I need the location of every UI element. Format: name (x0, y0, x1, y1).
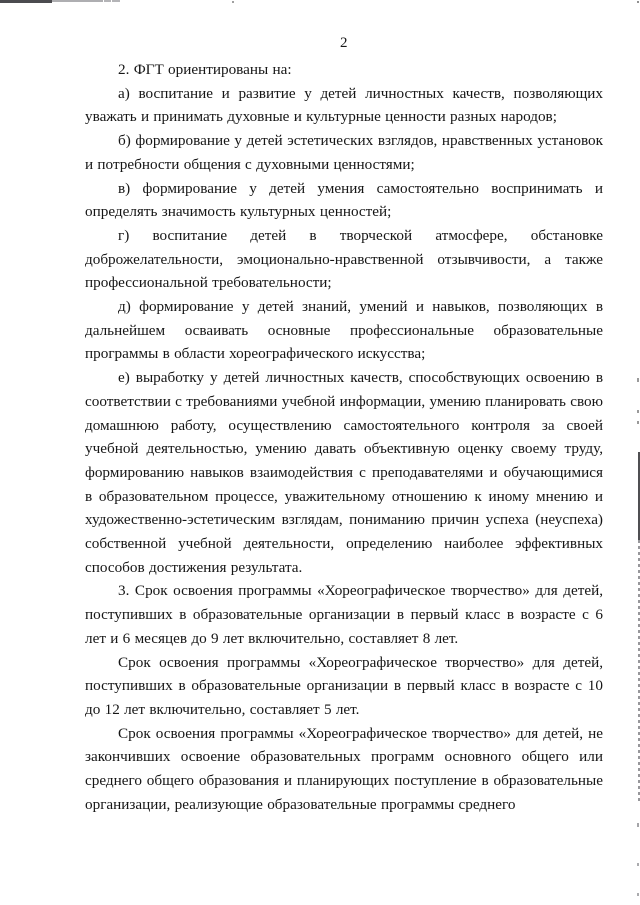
scan-artifact-top-segment (112, 0, 120, 2)
scan-artifact-top-bar-light (52, 0, 103, 2)
paragraph-item-a: а) воспитание и развитие у детей личностных качеств, позволяющих уважать и принимать духовные и культурные ценности разных народов; (85, 84, 603, 126)
paragraph-term-8-years: 3. Срок освоения программы «Хореографическое творчество» для детей, поступивших в образовательные организации в первый класс в возрасте с 6 лет и 6 месяцев до 9 лет включительно, составляет 8 лет. (85, 582, 603, 647)
scan-artifact-edge-tick (637, 410, 639, 413)
scan-artifact-top-segment (104, 0, 111, 2)
scan-artifact-edge-tick (637, 823, 639, 827)
scan-artifact-dot (232, 1, 234, 3)
scan-artifact-edge-tick (637, 421, 639, 424)
scan-artifact-edge-tick (637, 893, 639, 896)
paragraph-term-unfinished: Срок освоения программы «Хореографическое творчество» для детей, не закончивших освоение образовательных программ основного общего или среднего общего образования и планирующих поступление в образовательные организации, реализующие образовательные программы среднего (85, 724, 603, 813)
paragraph-item-v: в) формирование у детей умения самостоятельно воспринимать и определять значимость культурных ценностей; (85, 179, 603, 221)
scan-artifact-dot (637, 1, 639, 3)
paragraph-fgt-intro: 2. ФГТ ориентированы на: (118, 61, 292, 78)
document-body (85, 58, 603, 817)
page-number: 2 (340, 35, 348, 51)
paragraph-item-b: б) формирование у детей эстетических взглядов, нравственных установок и потребности общения с духовными ценностями; (85, 132, 603, 173)
paragraph-term-5-years: Срок освоения программы «Хореографическое творчество» для детей, поступивших в образовательные организации в первый класс в возрасте с 10 до 12 лет включительно, составляет 5 лет. (85, 653, 603, 718)
paragraph-item-e: е) выработку у детей личностных качеств, способствующих освоению в соответствии с требованиями учебной информации, умению планировать свою домашнюю работу, осуществлению самостоятельного контроля за своей учебной деятельностью, умению давать объективную оценку своему труду, формированию навыков взаимодействия с преподавателями и обучающимися в образовательном процессе, уважительному отношению к иному мнению и художественно-эстетическим взглядам, пониманию причин успеха (неуспеха) собственной учебной деятельности, определению наиболее эффективных способов достижения результата. (85, 369, 603, 576)
scan-artifact-edge-tick (637, 378, 639, 382)
scan-artifact-top-bar-dark (0, 0, 52, 3)
paragraph-item-g: г) воспитание детей в творческой атмосфере, обстановке доброжелательности, эмоционально-нравственной отзывчивости, а также профессиональной требовательности; (85, 226, 603, 292)
paragraph-item-d: д) формирование у детей знаний, умений и навыков, позволяющих в дальнейшем осваивать основные профессиональные образовательные программы в области хореографического искусства; (85, 298, 603, 363)
scan-artifact-edge-tick (637, 863, 639, 866)
